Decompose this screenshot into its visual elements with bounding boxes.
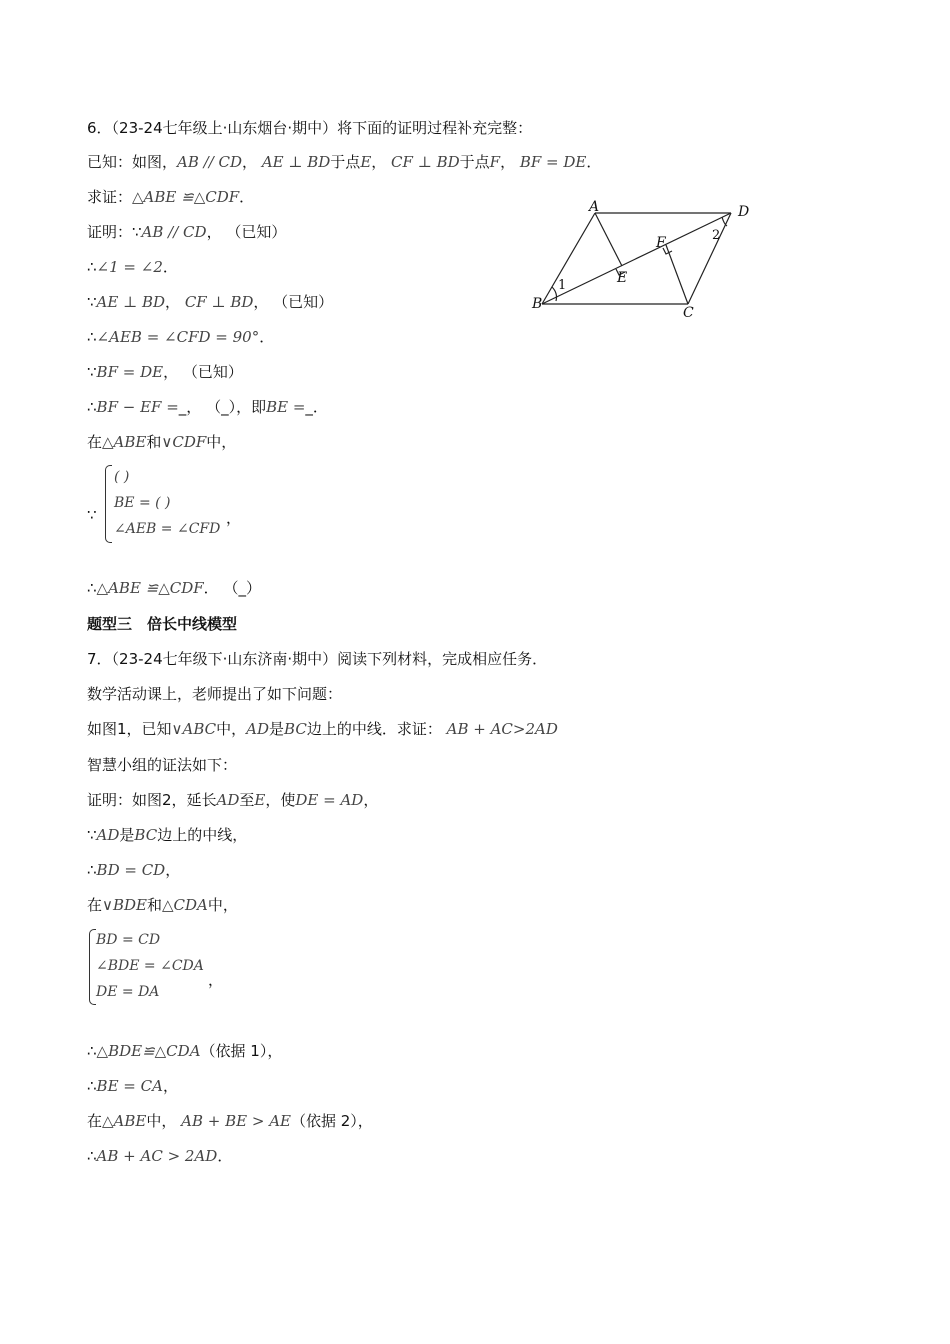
q7-line-9	[87, 1111, 373, 1131]
proof-prefix: 证明：∵	[87, 223, 142, 241]
known-0: （已知）	[226, 223, 287, 241]
p9-math-2: AB + BE > AE	[181, 1112, 291, 1130]
line2-math-2: CF ⊥ BD	[184, 293, 254, 311]
q6-sys-row-2[interactable]: BE = ( )	[114, 495, 171, 511]
p1-math-3: BC	[284, 720, 307, 738]
given-text-point-f: 于点	[459, 153, 490, 171]
conclusion-math: △ABE ≌△CDF	[96, 579, 204, 597]
p1-b: 中，	[216, 720, 247, 738]
q7-line-4: ∵AD是BC边上的中线，	[87, 826, 248, 844]
q6-since-symbol: ∵	[87, 506, 97, 524]
q6-proof-line-1: ∴∠1 = ∠2．	[87, 258, 178, 276]
q7-line-8: ∴BE = CA，	[87, 1077, 178, 1095]
q7-sys-row-2: ∠BDE = ∠CDA	[96, 958, 204, 974]
p6-math-1: ∨BDE	[102, 896, 147, 914]
q7-sys-row-3: DE = DA	[96, 984, 160, 1000]
p9-reason: （依据 2），	[290, 1112, 373, 1130]
line6-c: 中，	[206, 433, 237, 451]
q6-given: 已知：如图，AB // CD， AE ⊥ BD于点E， CF ⊥ BD于点F， BF = DE．	[87, 153, 602, 171]
label-a: A	[589, 200, 600, 215]
q7-group-intro: 智慧小组的证法如下：	[87, 756, 238, 774]
label-d: D	[738, 204, 750, 220]
line2-math-1: AE ⊥ BD	[96, 293, 166, 311]
q6-prove: 求证：△ABE ≌△CDF．	[87, 188, 255, 206]
prove-math: △ABE ≌△CDF	[132, 188, 240, 206]
p5-math: BD = CD	[96, 861, 166, 879]
line6-a: 在	[87, 433, 103, 451]
line3-math: ∠AEB = ∠CFD = 90°	[96, 328, 260, 346]
conclusion-reason[interactable]: （_）	[223, 579, 261, 597]
segment-cd	[688, 213, 731, 304]
line4-math: BF = DE	[96, 363, 164, 381]
q6-sys-row-1[interactable]: ( )	[114, 469, 130, 485]
given-math-1: AB // CD	[177, 153, 243, 171]
section-title: 题型三 倍长中线模型	[87, 615, 238, 633]
q6-proof-line-6	[87, 432, 236, 452]
p9-b: 中，	[146, 1112, 177, 1130]
q7-sys-row-1: BD = CD	[96, 932, 161, 948]
given-math-2: AE ⊥ BD	[261, 153, 331, 171]
p1-c: 是	[269, 720, 285, 738]
prove-prefix: 求证：	[87, 188, 133, 206]
q6-conclusion: ∴△ABE ≌△CDF． （_）	[87, 579, 261, 597]
p7-math: △BDE≌△CDA	[96, 1042, 201, 1060]
q6-sys-row-3: ∠AEB = ∠CFD	[114, 521, 221, 537]
q7-intro: 数学活动课上，老师提出了如下问题：	[87, 685, 343, 703]
q6-proof-line-3: ∴∠AEB = ∠CFD = 90°．	[87, 328, 275, 346]
q6-proof-line-5: ∴BF − EF =_， （_），即BE =_．	[87, 398, 328, 416]
q7-line-5: ∴BD = CD，	[87, 861, 181, 879]
label-e: E	[617, 270, 628, 286]
p3-e: E	[254, 791, 266, 809]
p3-b: 至	[239, 791, 255, 809]
p1-math-1: ∨ABC	[171, 720, 217, 738]
segment-bd	[542, 213, 731, 304]
line5-blank-1[interactable]: _	[178, 398, 187, 416]
q6-proof-line-2: ∵AE ⊥ BD， CF ⊥ BD， （已知）	[87, 293, 334, 311]
p1-math-2: AD	[246, 720, 270, 738]
segment-ab	[542, 213, 595, 304]
segment-ae	[595, 213, 622, 266]
q6-figure	[530, 200, 760, 320]
given-math-3: CF ⊥ BD	[391, 153, 460, 171]
p6-c: 中，	[207, 896, 238, 914]
given-math-4: BF = DE	[519, 153, 587, 171]
q6-proof-line-4: ∵BF = DE， （已知）	[87, 363, 243, 381]
label-angle-1: 1	[558, 278, 567, 293]
given-text-point-e: 于点	[330, 153, 361, 171]
label-f: F	[656, 235, 666, 251]
proof-math: AB // CD	[141, 223, 207, 241]
p10-math: AB + AC > 2AD	[96, 1147, 218, 1165]
q7-line-6	[87, 895, 238, 915]
p3-math-1: AD	[216, 791, 240, 809]
given-point-f: F	[489, 153, 501, 171]
q7-line-10: ∴AB + AC > 2AD．	[87, 1147, 233, 1165]
q6-system-brace	[105, 465, 112, 543]
line6-b: 和	[146, 433, 162, 451]
q7-problem	[87, 719, 558, 739]
q7-proof-start: 证明：如图2，延长AD至E，使DE = AD，	[87, 791, 379, 809]
q7-title: 7．（23-24七年级下·山东济南·期中）阅读下列材料，完成相应任务．	[87, 650, 548, 668]
p4-b: 边上的中线，	[157, 826, 248, 844]
q7-system	[96, 927, 204, 1005]
q7-system-brace	[89, 929, 96, 1005]
p6-math-2: △CDA	[162, 896, 208, 914]
given-point-e: E	[360, 153, 372, 171]
line5-blank-2[interactable]: _	[305, 398, 313, 416]
p3-math-2: DE = AD	[295, 791, 364, 809]
q7-line-7: ∴△BDE≌△CDA（依据 1），	[87, 1042, 283, 1060]
p1-math-4: AB + AC>2AD	[446, 720, 558, 738]
p1-d: 边上的中线．求证：	[306, 720, 442, 738]
q6-title: 6．（23-24七年级上·山东烟台·期中）将下面的证明过程补充完整：	[87, 119, 533, 137]
line5-math-2: BE =	[266, 398, 306, 416]
p9-a: 在	[87, 1112, 103, 1130]
line5-mid: （_），即	[206, 398, 267, 416]
q6-system	[114, 464, 220, 542]
label-angle-2: 2	[712, 228, 721, 243]
q7-system-comma: ，	[208, 971, 224, 989]
line1-math: ∠1 = ∠2	[96, 258, 163, 276]
p6-a: 在	[87, 896, 103, 914]
line6-math-2: ∨CDF	[161, 433, 207, 451]
label-b: B	[532, 296, 543, 312]
p4-math-1: AD	[96, 826, 120, 844]
p4-a: 是	[119, 826, 135, 844]
known-4: （已知）	[182, 363, 243, 381]
label-c: C	[683, 305, 694, 320]
p7-reason: （依据 1），	[200, 1042, 283, 1060]
q6-proof-line-0: 证明：∵AB // CD， （已知）	[87, 223, 287, 241]
segment-cf	[666, 245, 688, 304]
angle-arc-2	[722, 217, 727, 226]
line6-math-1: △ABE	[102, 433, 147, 451]
q6-system-comma: ，	[226, 509, 242, 527]
p4-math-2: BC	[134, 826, 158, 844]
p3-c: ，使	[265, 791, 296, 809]
p6-b: 和	[147, 896, 163, 914]
known-2: （已知）	[273, 293, 334, 311]
p1-a: 如图1，已知	[87, 720, 172, 738]
line5-math-1: BF − EF =	[96, 398, 179, 416]
p3-a: 证明：如图2，延长	[87, 791, 217, 809]
given-prefix: 已知：如图，	[87, 153, 178, 171]
p9-math-1: △ABE	[102, 1112, 147, 1130]
p8-math: BE = CA	[96, 1077, 163, 1095]
